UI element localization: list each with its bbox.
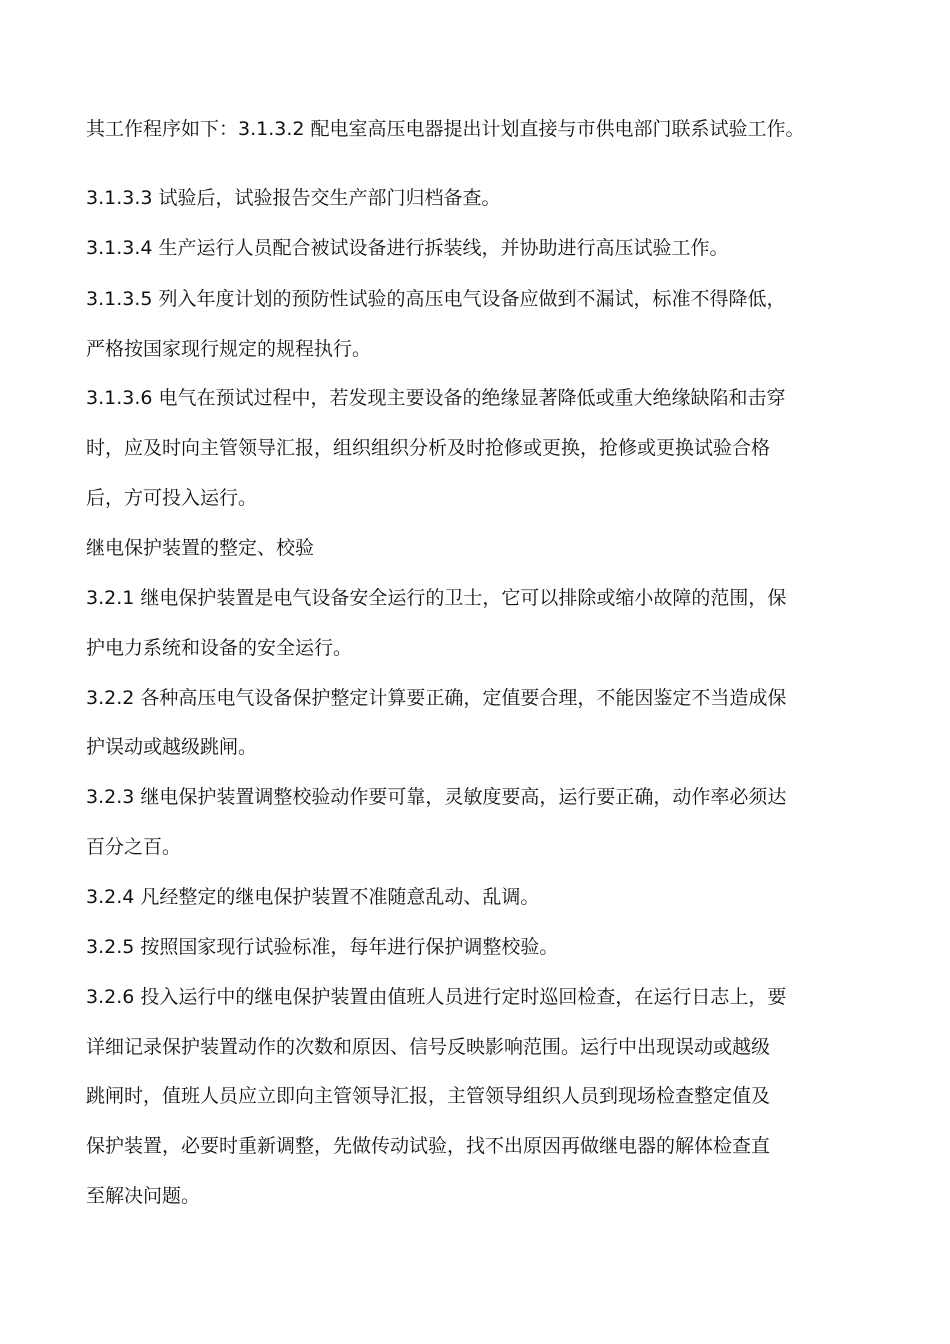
- text-line: 3.2.6 投入运行中的继电保护装置由值班人员进行定时巡回检查，在运行日志上，要: [86, 986, 787, 1008]
- text-line: 3.1.3.4 生产运行人员配合被试设备进行拆装线，并协助进行高压试验工作。: [86, 237, 729, 259]
- text-line: 3.2.1 继电保护装置是电气设备安全运行的卫士，它可以排除或缩小故障的范围，保: [86, 587, 787, 609]
- text-line: 3.1.3.5 列入年度计划的预防性试验的高压电气设备应做到不漏试，标准不得降低，: [86, 288, 786, 310]
- text-line: 百分之百。: [86, 836, 182, 858]
- text-line: 护误动或越级跳闸。: [86, 736, 258, 758]
- text-line: 跳闸时，值班人员应立即向主管领导汇报，主管领导组织人员到现场检查整定值及: [86, 1085, 771, 1107]
- section-heading: 继电保护装置的整定、校验: [86, 537, 315, 559]
- text-line: 3.1.3.6 电气在预试过程中，若发现主要设备的绝缘显著降低或重大绝缘缺陷和击穿: [86, 387, 786, 409]
- text-line: 后，方可投入运行。: [86, 487, 258, 509]
- text-line: 3.2.5 按照国家现行试验标准，每年进行保护调整校验。: [86, 936, 559, 958]
- text-line: 时，应及时向主管领导汇报，组织组织分析及时抢修或更换，抢修或更换试验合格: [86, 437, 771, 459]
- text-line: 至解决问题。: [86, 1185, 201, 1207]
- text-line: 3.2.2 各种高压电气设备保护整定计算要正确，定值要合理，不能因鉴定不当造成保: [86, 687, 787, 709]
- text-line: 3.2.4 凡经整定的继电保护装置不准随意乱动、乱调。: [86, 886, 540, 908]
- text-line: 保护装置，必要时重新调整，先做传动试验，找不出原因再做继电器的解体检查直: [86, 1135, 771, 1157]
- text-line: 严格按国家现行规定的规程执行。: [86, 338, 372, 360]
- text-line: 3.1.3.3 试验后，试验报告交生产部门归档备查。: [86, 187, 501, 209]
- text-line: 其工作程序如下：3.1.3.2 配电室高压电器提出计划直接与市供电部门联系试验工作。: [86, 118, 805, 140]
- text-line: 详细记录保护装置动作的次数和原因、信号反映影响范围。运行中出现误动或越级: [86, 1036, 771, 1058]
- text-line: 护电力系统和设备的安全运行。: [86, 637, 353, 659]
- text-line: 3.2.3 继电保护装置调整校验动作要可靠，灵敏度要高，运行要正确，动作率必须达: [86, 786, 787, 808]
